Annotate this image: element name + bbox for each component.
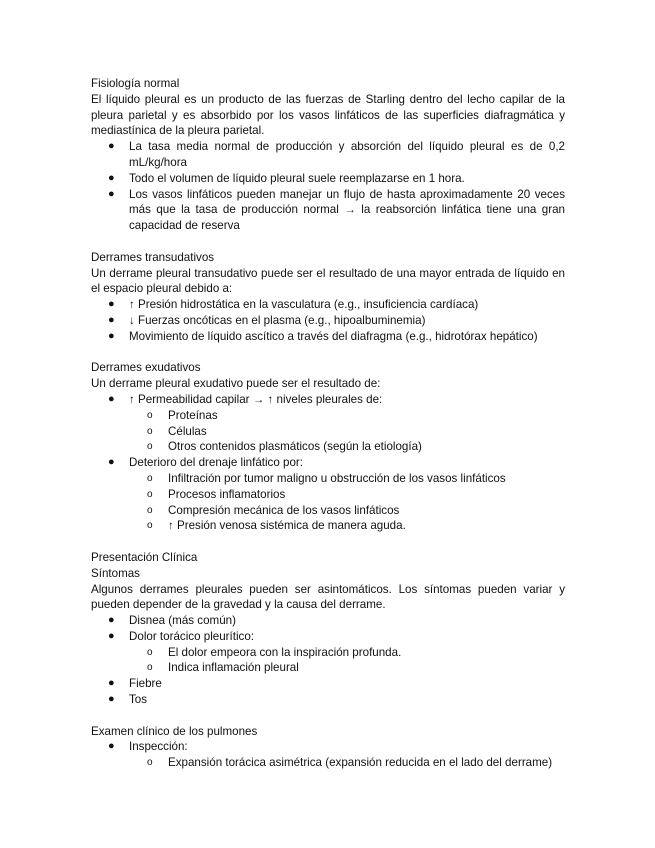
bullet-marker: ● xyxy=(108,740,115,753)
paragraph-exudativos: Un derrame pleural exudativo puede ser el resultado de: xyxy=(91,377,381,391)
paragraph-transudativos: Un derrame pleural transudativo puede ser el resultado de una mayor entrada de líquido en el espacio pleural debido a: xyxy=(91,266,565,296)
list-item xyxy=(91,392,565,455)
list-item-text: Todo el volumen de líquido pleural suele reemplazarse en 1 hora. xyxy=(129,171,465,185)
list-examen xyxy=(91,739,565,771)
sub-bullet-marker: o xyxy=(147,488,153,500)
list-item xyxy=(91,171,565,187)
bullet-marker: ● xyxy=(108,456,115,469)
bullet-marker: ● xyxy=(108,298,115,311)
sub-list-item xyxy=(91,755,565,771)
paragraph-presentacion: Algunos derrames pleurales pueden ser asintomáticos. Los síntomas pueden variar y pueden depender de la gravedad y la causa del derrame. xyxy=(91,582,565,612)
list-item-text: ↓ Fuerzas oncóticas en el plasma (e.g., hipoalbuminemia) xyxy=(129,313,426,327)
list-item xyxy=(91,313,565,329)
sub-list-item-text: Infiltración por tumor maligno u obstrucción de los vasos linfáticos xyxy=(168,471,506,485)
list-item xyxy=(91,329,565,345)
heading-fisiologia: Fisiología normal xyxy=(91,77,180,90)
list-item-text: Inspección: xyxy=(129,740,188,754)
sub-bullet-marker: o xyxy=(147,520,153,532)
sub-list-item xyxy=(91,408,565,424)
bullet-marker: ● xyxy=(108,187,115,200)
sub-bullet-marker: o xyxy=(147,441,153,453)
list-sintomas xyxy=(91,613,565,708)
heading-examen: Examen clínico de los pulmones xyxy=(91,724,258,738)
list-item-text: Fiebre xyxy=(129,677,162,691)
list-item xyxy=(91,692,565,708)
list-item-text: Tos xyxy=(129,693,148,707)
list-item-text: Los vasos linfáticos pueden manejar un flujo de hasta aproximadamente 20 veces más que la tasa de producción normal → la reabsorción linfática tiene una gran capacidad de reserva xyxy=(129,187,565,233)
list-item-text: ↑ Presión hidrostática en la vasculatura (e.g., insuficiencia cardíaca) xyxy=(129,298,479,312)
bullet-marker: ● xyxy=(108,392,115,405)
sub-list-item-text: Proteínas xyxy=(168,408,218,422)
bullet-marker: ● xyxy=(108,329,115,342)
sub-list-item-text: Expansión torácica asimétrica (expansión reducida en el lado del derrame) xyxy=(168,756,553,770)
document-page xyxy=(91,76,565,771)
sub-list-item xyxy=(91,645,565,661)
bullet-marker: ● xyxy=(108,677,115,690)
bullet-marker: ● xyxy=(108,313,115,326)
bullet-marker: ● xyxy=(108,614,115,627)
sub-list-item-text: El dolor empeora con la inspiración profunda. xyxy=(168,645,402,659)
sub-bullet-marker: o xyxy=(147,646,153,658)
sub-list-item xyxy=(91,660,565,676)
heading-presentacion: Presentación Clínica xyxy=(91,550,198,564)
sub-list-item xyxy=(91,503,565,519)
list-item xyxy=(91,297,565,313)
list-fisiologia xyxy=(91,139,565,234)
list-item-text: Disnea (más común) xyxy=(129,614,236,628)
list-item xyxy=(91,139,565,171)
sub-bullet-marker: o xyxy=(147,757,153,769)
list-item xyxy=(91,629,565,676)
sub-list-item-text: Procesos inflamatorios xyxy=(168,487,286,501)
sub-bullet-marker: o xyxy=(147,409,153,421)
list-item-text: Deterioro del drenaje linfático por: xyxy=(129,456,304,470)
bullet-marker: ● xyxy=(108,629,115,642)
bullet-marker: ● xyxy=(108,171,115,184)
sub-list-item xyxy=(91,471,565,487)
list-item xyxy=(91,187,565,234)
sub-list xyxy=(129,408,565,455)
heading-exudativos: Derrames exudativos xyxy=(91,361,201,375)
list-item xyxy=(91,455,565,534)
list-item-text: Movimiento de líquido ascítico a través del diafragma (e.g., hidrotórax hepático) xyxy=(129,329,538,343)
sub-list-item-text: ↑ Presión venosa sistémica de manera aguda. xyxy=(168,519,406,533)
sub-list-item-text: Células xyxy=(168,424,207,438)
list-item-text: Dolor torácico pleurítico: xyxy=(129,629,255,643)
sub-bullet-marker: o xyxy=(147,425,153,437)
list-item xyxy=(91,676,565,692)
list-item-text: ↑ Permeabilidad capilar → ↑ niveles pleurales de: xyxy=(129,392,383,406)
sub-list-item xyxy=(91,487,565,503)
list-transudativos xyxy=(91,297,565,344)
sub-bullet-marker: o xyxy=(147,504,153,516)
sub-list-item xyxy=(91,424,565,440)
sub-list xyxy=(129,755,565,771)
subheading-sintomas: Síntomas xyxy=(91,566,140,580)
sub-list-item-text: Otros contenidos plasmáticos (según la etiología) xyxy=(168,440,422,454)
list-item xyxy=(91,739,565,771)
list-item xyxy=(91,613,565,629)
bullet-marker: ● xyxy=(108,140,115,153)
sub-list-item-text: Compresión mecánica de los vasos linfáticos xyxy=(168,503,400,517)
sub-list-item xyxy=(91,439,565,455)
sub-bullet-marker: o xyxy=(147,662,153,674)
heading-transudativos: Derrames transudativos xyxy=(91,250,215,264)
sub-list xyxy=(129,645,565,677)
sub-list xyxy=(129,471,565,534)
sub-bullet-marker: o xyxy=(147,472,153,484)
list-item-text: La tasa media normal de producción y absorción del líquido pleural es de 0,2 mL/kg/hora xyxy=(129,140,565,169)
bullet-marker: ● xyxy=(108,693,115,706)
sub-list-item-text: Indica inflamación pleural xyxy=(168,661,299,675)
list-exudativos xyxy=(91,392,565,534)
sub-list-item xyxy=(91,518,565,534)
paragraph-fisiologia: El líquido pleural es un producto de las fuerzas de Starling dentro del lecho capilar de la pleura parietal y es absorbido por los vasos linfáticos de las superficies diafragmática y mediastínica de la pleura parietal. xyxy=(91,92,565,138)
